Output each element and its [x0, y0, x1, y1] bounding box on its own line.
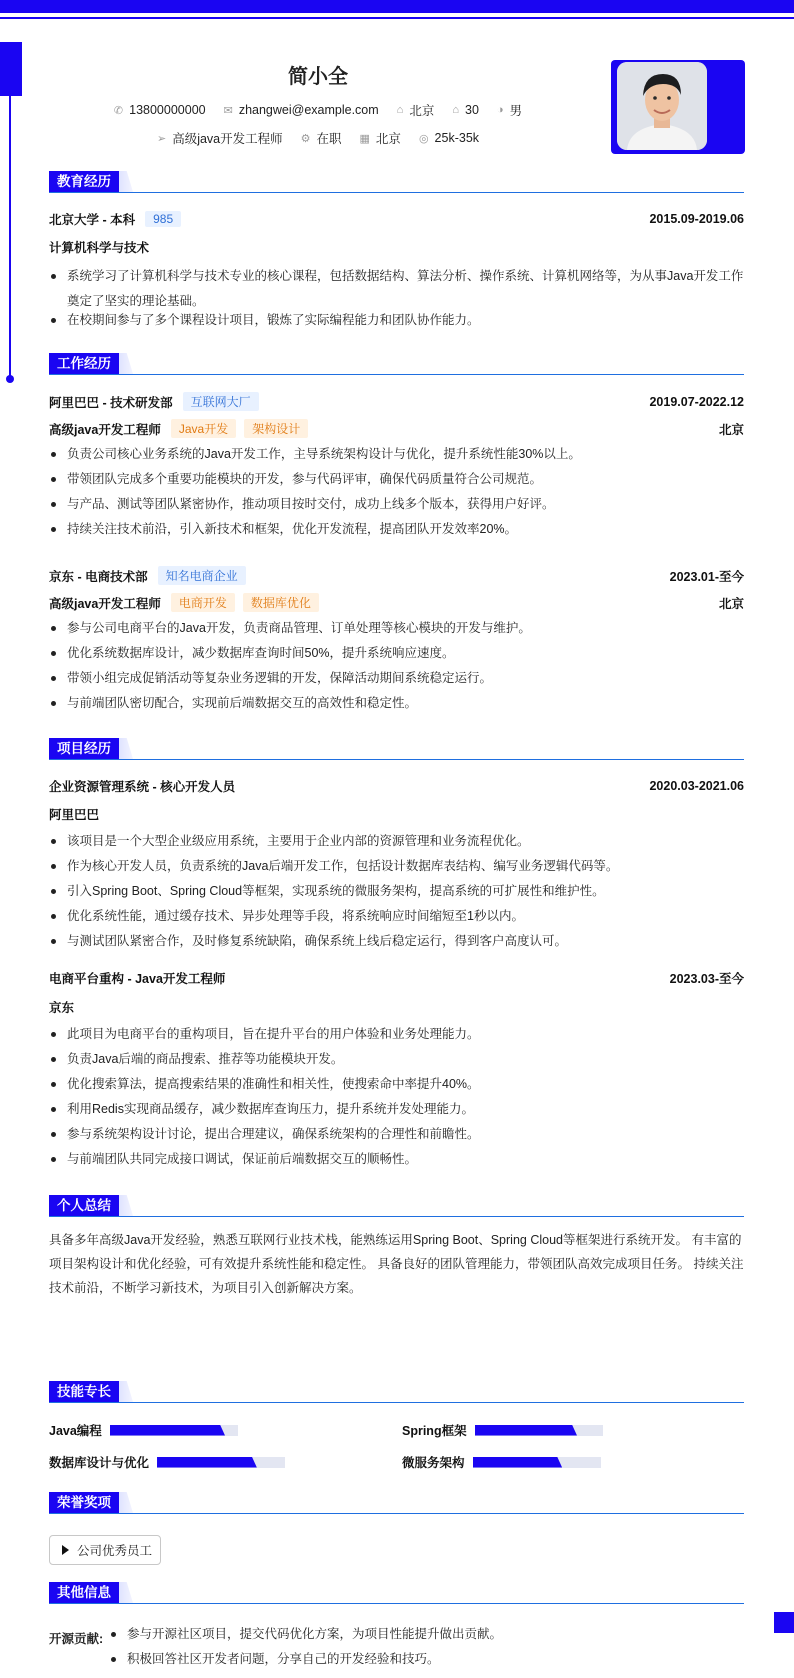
- section-divider: [49, 1603, 744, 1604]
- avatar: [617, 62, 707, 150]
- skill-bar-fill: [475, 1425, 577, 1436]
- section-work-title: [49, 353, 133, 374]
- skill-name: Spring框架: [402, 1424, 467, 1438]
- major-name: 计算机科学与技术: [49, 241, 150, 255]
- age-value: 30: [465, 103, 479, 117]
- section-title-tail: [119, 353, 133, 374]
- list-item: 优化搜索算法，提高搜索结果的准确性和相关性，使搜索命中率提升40%。: [49, 1072, 744, 1097]
- school-name: 北京大学 - 本科: [49, 213, 136, 227]
- section-label: 其他信息: [49, 1582, 119, 1603]
- section-divider: [49, 759, 744, 760]
- education-date: 2015.09-2019.06: [649, 212, 744, 226]
- section-title-tail: [119, 1492, 133, 1513]
- list-item: 带领小组完成促销活动等复杂业务逻辑的开发，保障活动期间系统稳定运行。: [49, 666, 744, 691]
- skill-item: [402, 1421, 603, 1439]
- email-value: zhangwei@example.com: [238, 103, 379, 117]
- city-value: 北京: [375, 132, 401, 146]
- section-label: 工作经历: [49, 353, 119, 374]
- section-label: 项目经历: [49, 738, 119, 759]
- work-city: 北京: [718, 422, 744, 437]
- list-item: 引入Spring Boot、Spring Cloud等框架，实现系统的微服务架构，提高系统的可扩展性和维护性。: [49, 879, 744, 904]
- salary-icon: ◎: [418, 132, 429, 145]
- job-intent-row: [0, 129, 636, 147]
- position-value: 高级java开发工程师: [172, 132, 283, 146]
- left-accent-dot: [6, 375, 14, 383]
- skill-bar-fill: [110, 1425, 225, 1436]
- section-other-title: [49, 1582, 133, 1603]
- section-skills-title: [49, 1381, 133, 1402]
- job-title: 高级java开发工程师: [49, 422, 161, 437]
- project-header: [49, 969, 744, 987]
- list-item: 负责公司核心业务系统的Java开发工作，主导系统架构设计与优化，提升系统性能30%以上。: [49, 442, 744, 467]
- other-label: 开源贡献:: [49, 1632, 104, 1646]
- school-tag: 985: [145, 211, 181, 227]
- list-item: 与测试团队紧密合作，及时修复系统缺陷，确保系统上线后稳定运行，得到客户高度认可。: [49, 929, 744, 954]
- work-date: 2023.01-至今: [669, 569, 744, 584]
- section-label: 技能专长: [49, 1381, 119, 1402]
- work-date: 2019.07-2022.12: [649, 394, 744, 409]
- skill-item: [49, 1421, 238, 1439]
- section-divider: [49, 1402, 744, 1403]
- work-title-row: [49, 419, 744, 438]
- work-city: 北京: [718, 596, 744, 611]
- project-org: 京东: [49, 1001, 75, 1015]
- section-divider: [49, 374, 744, 375]
- phone-value: 13800000000: [129, 103, 206, 117]
- list-item: 与前端团队共同完成接口调试，保证前后端数据交互的顺畅性。: [49, 1147, 744, 1172]
- work-header: [49, 566, 744, 585]
- phone-icon: ✆: [113, 104, 124, 117]
- award-label: 公司优秀员工: [77, 1544, 153, 1558]
- send-icon: ➢: [156, 132, 167, 145]
- resume-name: 简小全: [288, 66, 348, 88]
- list-item: 积极回答社区开发者问题，分享自己的开发经验和技巧。: [109, 1647, 749, 1672]
- company-tag: 知名电商企业: [158, 566, 246, 585]
- home-icon: ⌂: [396, 104, 404, 116]
- section-title-tail: [119, 1195, 133, 1216]
- status-value: 在职: [316, 132, 342, 146]
- list-item: 利用Redis实现商品缓存，减少数据库查询压力，提升系统并发处理能力。: [49, 1097, 744, 1122]
- skill-tag: Java开发: [171, 419, 236, 438]
- list-item: 参与系统架构设计讨论，提出合理建议，确保系统架构的合理性和前瞻性。: [49, 1122, 744, 1147]
- company-name: 京东 - 电商技术部: [49, 569, 148, 584]
- section-label: 个人总结: [49, 1195, 119, 1216]
- gender-value: 男: [509, 104, 523, 118]
- skill-bar: [110, 1425, 238, 1436]
- work-title-row: [49, 593, 744, 612]
- project-org-row: [49, 805, 744, 823]
- list-item: 此项目为电商平台的重构项目，旨在提升平台的用户体验和业务处理能力。: [49, 1022, 744, 1047]
- project-header: [49, 777, 744, 795]
- project-org: 阿里巴巴: [49, 808, 100, 822]
- education-major-row: [49, 238, 744, 256]
- list-item: 系统学习了计算机科学与技术专业的核心课程，包括数据结构、算法分析、操作系统、计算机网络等，为从事Java开发工作奠定了坚实的理论基础。: [49, 264, 744, 314]
- skill-bar: [157, 1457, 285, 1468]
- play-icon: [62, 1545, 69, 1555]
- contact-row: [0, 101, 636, 119]
- skill-name: Java编程: [49, 1424, 102, 1438]
- skill-tag: 架构设计: [244, 419, 308, 438]
- summary-text: 具备多年高级Java开发经验，熟悉互联网行业技术栈，能熟练运用Spring Boot、Spring Cloud等框架进行系统开发。 有丰富的项目架构设计和优化经验，可有效提升系统性能和稳定性。 具备良好的团队管理能力，带领团队高效完成项目任务。 持续关注技术前沿，不断学习新技术，为项目引入创新解决方案。: [49, 1233, 744, 1295]
- list-item: 与产品、测试等团队紧密协作，推动项目按时交付，成功上线多个版本，获得用户好评。: [49, 492, 744, 517]
- project-date: 2020.03-2021.06: [649, 779, 744, 793]
- list-item: 作为核心开发人员，负责系统的Java后端开发工作，包括设计数据库表结构、编写业务逻辑代码等。: [49, 854, 744, 879]
- list-item: 在校期间参与了多个课程设计项目，锻炼了实际编程能力和团队协作能力。: [49, 308, 744, 333]
- list-item: 负责Java后端的商品搜索、推荐等功能模块开发。: [49, 1047, 744, 1072]
- education-header: [49, 210, 744, 228]
- email-icon: ✉: [223, 104, 233, 117]
- section-awards-title: [49, 1492, 133, 1513]
- list-item: 该项目是一个大型企业级应用系统，主要用于企业内部的资源管理和业务流程优化。: [49, 829, 744, 854]
- skill-item: [402, 1453, 601, 1471]
- building-icon: ▦: [359, 132, 370, 145]
- project-org-row: [49, 998, 744, 1016]
- location-value: 北京: [409, 104, 435, 118]
- list-item: 优化系统数据库设计，减少数据库查询时间50%，提升系统响应速度。: [49, 641, 744, 666]
- section-title-tail: [119, 1381, 133, 1402]
- project-date: 2023.03-至今: [669, 972, 744, 986]
- gender-icon: ◑: [496, 104, 504, 116]
- skill-bar-fill: [473, 1457, 563, 1468]
- section-label: 教育经历: [49, 171, 119, 192]
- list-item: 持续关注技术前沿，引入新技术和框架，优化开发流程，提高团队开发效率20%。: [49, 517, 744, 542]
- section-education-title: [49, 171, 133, 192]
- skill-bar: [473, 1457, 601, 1468]
- section-divider: [49, 1216, 744, 1217]
- skill-item: [49, 1453, 285, 1471]
- list-item: 优化系统性能，通过缓存技术、异步处理等手段，将系统响应时间缩短至1秒以内。: [49, 904, 744, 929]
- right-accent-square: [774, 1612, 794, 1633]
- list-item: 参与开源社区项目，提交代码优化方案，为项目性能提升做出贡献。: [109, 1622, 749, 1647]
- section-divider: [49, 1513, 744, 1514]
- top-accent-bar: [0, 0, 794, 13]
- skill-name: 微服务架构: [402, 1456, 465, 1470]
- section-divider: [49, 192, 744, 193]
- salary-value: 25k-35k: [434, 131, 480, 145]
- gear-icon: ⚙: [300, 132, 311, 145]
- skill-bar-fill: [157, 1457, 257, 1468]
- section-title-tail: [119, 738, 133, 759]
- list-item: 与前端团队密切配合，实现前后端数据交互的高效性和稳定性。: [49, 691, 744, 716]
- skill-tag: 电商开发: [171, 593, 235, 612]
- section-projects-title: [49, 738, 133, 759]
- award-item: [49, 1535, 161, 1565]
- top-accent-line: [0, 17, 794, 19]
- section-label: 荣誉奖项: [49, 1492, 119, 1513]
- company-name: 阿里巴巴 - 技术研发部: [49, 395, 173, 410]
- list-item: 参与公司电商平台的Java开发，负责商品管理、订单处理等核心模块的开发与维护。: [49, 616, 744, 641]
- age-icon: ⌂: [452, 104, 459, 116]
- list-item: 带领团队完成多个重要功能模块的开发，参与代码评审，确保代码质量符合公司规范。: [49, 467, 744, 492]
- section-title-tail: [119, 171, 133, 192]
- skill-tag: 数据库优化: [243, 593, 319, 612]
- job-title: 高级java开发工程师: [49, 596, 161, 611]
- work-header: [49, 392, 744, 411]
- project-name: 企业资源管理系统 - 核心开发人员: [49, 780, 236, 794]
- skill-bar: [475, 1425, 603, 1436]
- company-tag: 互联网大厂: [183, 392, 259, 411]
- project-name: 电商平台重构 - Java开发工程师: [49, 972, 226, 986]
- section-title-tail: [119, 1582, 133, 1603]
- section-summary-title: [49, 1195, 133, 1216]
- skill-name: 数据库设计与优化: [49, 1456, 150, 1470]
